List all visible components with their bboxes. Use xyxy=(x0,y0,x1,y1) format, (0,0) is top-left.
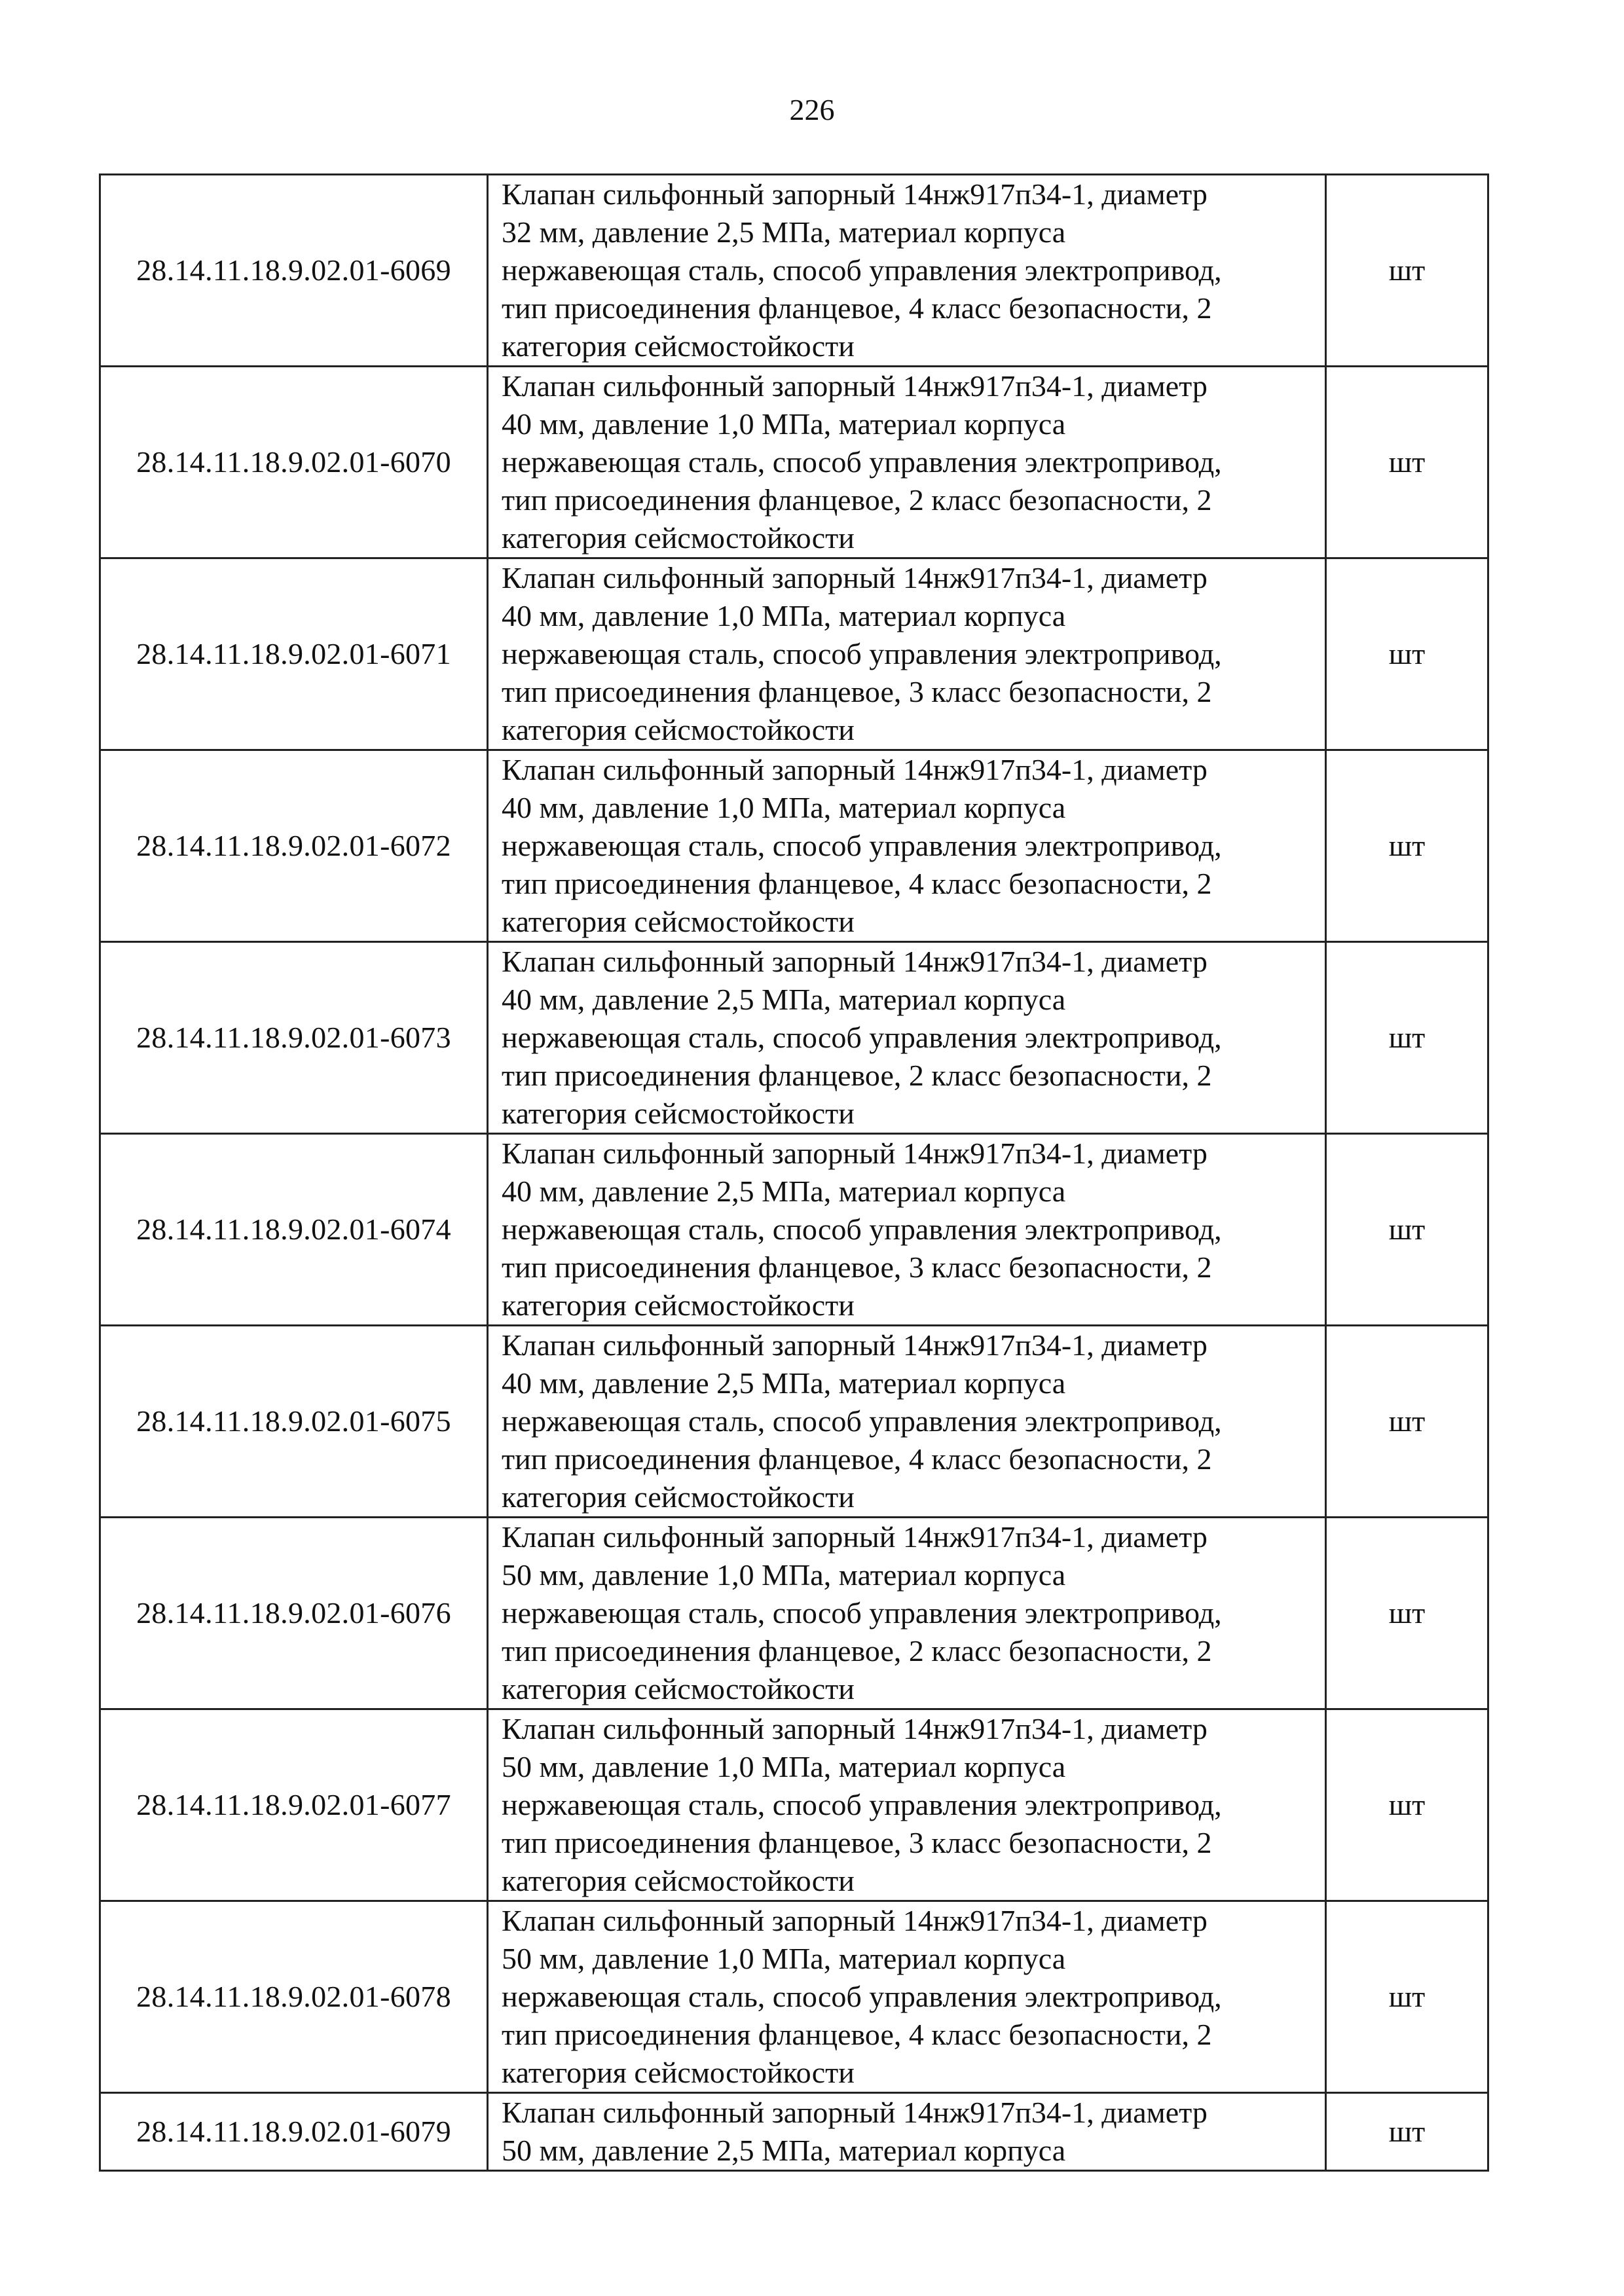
table-row xyxy=(100,1901,1488,2093)
description-line: нержавеющая сталь, способ управления электропривод, xyxy=(502,637,1222,670)
description-line: Клапан сильфонный запорный 14нж917п34-1, диаметр xyxy=(502,1520,1208,1554)
description-line: категория сейсмостойкости xyxy=(502,1097,855,1130)
description-line: 40 мм, давление 2,5 МПа, материал корпуса xyxy=(502,1175,1066,1208)
resource-code-cell: 28.14.11.18.9.02.01-6076 xyxy=(100,1518,488,1709)
table-row xyxy=(100,1326,1488,1518)
description-line: 50 мм, давление 2,5 МПа, материал корпуса xyxy=(502,2134,1066,2167)
description-line: 50 мм, давление 1,0 МПа, материал корпуса xyxy=(502,1942,1066,1975)
unit-cell: шт xyxy=(1326,367,1488,558)
description-cell xyxy=(488,175,1326,367)
description-line: 40 мм, давление 1,0 МПа, материал корпуса xyxy=(502,599,1066,632)
resource-code-cell: 28.14.11.18.9.02.01-6072 xyxy=(100,750,488,942)
resource-code-cell: 28.14.11.18.9.02.01-6069 xyxy=(100,175,488,367)
description-line: Клапан сильфонный запорный 14нж917п34-1, диаметр xyxy=(502,177,1208,211)
description-cell xyxy=(488,942,1326,1134)
unit-cell: шт xyxy=(1326,2093,1488,2171)
description-line: категория сейсмостойкости xyxy=(502,1864,855,1897)
description-line: Клапан сильфонный запорный 14нж917п34-1, диаметр xyxy=(502,1328,1208,1362)
resource-code-cell: 28.14.11.18.9.02.01-6078 xyxy=(100,1901,488,2093)
description-line: 40 мм, давление 1,0 МПа, материал корпуса xyxy=(502,407,1066,441)
table-row xyxy=(100,1134,1488,1326)
description-line: тип присоединения фланцевое, 3 класс безопасности, 2 xyxy=(502,1826,1212,1859)
unit-cell: шт xyxy=(1326,558,1488,750)
description-line: нержавеющая сталь, способ управления электропривод, xyxy=(502,1021,1222,1054)
unit-cell: шт xyxy=(1326,1709,1488,1901)
description-line: Клапан сильфонный запорный 14нж917п34-1, диаметр xyxy=(502,2096,1208,2129)
description-line: категория сейсмостойкости xyxy=(502,1480,855,1514)
resource-code-cell: 28.14.11.18.9.02.01-6074 xyxy=(100,1134,488,1326)
description-line: категория сейсмостойкости xyxy=(502,521,855,555)
description-line: тип присоединения фланцевое, 4 класс безопасности, 2 xyxy=(502,867,1212,900)
description-line: категория сейсмостойкости xyxy=(502,713,855,746)
description-line: тип присоединения фланцевое, 2 класс безопасности, 2 xyxy=(502,1634,1212,1667)
table-row xyxy=(100,750,1488,942)
table-row xyxy=(100,2093,1488,2171)
unit-cell: шт xyxy=(1326,1901,1488,2093)
description-line: Клапан сильфонный запорный 14нж917п34-1, диаметр xyxy=(502,753,1208,786)
description-line: 32 мм, давление 2,5 МПа, материал корпуса xyxy=(502,215,1066,249)
description-line: нержавеющая сталь, способ управления электропривод, xyxy=(502,1788,1222,1821)
table-row xyxy=(100,942,1488,1134)
description-line: 40 мм, давление 2,5 МПа, материал корпуса xyxy=(502,1366,1066,1400)
description-line: Клапан сильфонный запорный 14нж917п34-1, диаметр xyxy=(502,945,1208,978)
description-cell xyxy=(488,1326,1326,1518)
description-cell xyxy=(488,1134,1326,1326)
description-line: тип присоединения фланцевое, 3 класс безопасности, 2 xyxy=(502,675,1212,708)
description-line: категория сейсмостойкости xyxy=(502,1288,855,1322)
description-line: нержавеющая сталь, способ управления электропривод, xyxy=(502,1404,1222,1438)
description-cell xyxy=(488,1709,1326,1901)
description-line: нержавеющая сталь, способ управления электропривод, xyxy=(502,1212,1222,1246)
table-row xyxy=(100,1518,1488,1709)
resource-code-cell: 28.14.11.18.9.02.01-6070 xyxy=(100,367,488,558)
description-line: Клапан сильфонный запорный 14нж917п34-1, диаметр xyxy=(502,369,1208,403)
description-cell xyxy=(488,2093,1326,2171)
description-cell xyxy=(488,1901,1326,2093)
description-line: Клапан сильфонный запорный 14нж917п34-1, диаметр xyxy=(502,1712,1208,1745)
unit-cell: шт xyxy=(1326,1134,1488,1326)
table-row xyxy=(100,367,1488,558)
description-line: 50 мм, давление 1,0 МПа, материал корпуса xyxy=(502,1750,1066,1783)
unit-cell: шт xyxy=(1326,1326,1488,1518)
description-line: категория сейсмостойкости xyxy=(502,905,855,938)
unit-cell: шт xyxy=(1326,175,1488,367)
description-cell xyxy=(488,750,1326,942)
resource-code-cell: 28.14.11.18.9.02.01-6077 xyxy=(100,1709,488,1901)
description-line: Клапан сильфонный запорный 14нж917п34-1, диаметр xyxy=(502,1904,1208,1937)
table-row xyxy=(100,1709,1488,1901)
unit-cell: шт xyxy=(1326,942,1488,1134)
description-cell xyxy=(488,1518,1326,1709)
resource-code-cell: 28.14.11.18.9.02.01-6079 xyxy=(100,2093,488,2171)
unit-cell: шт xyxy=(1326,750,1488,942)
description-line: Клапан сильфонный запорный 14нж917п34-1, диаметр xyxy=(502,1137,1208,1170)
description-line: 40 мм, давление 2,5 МПа, материал корпуса xyxy=(502,983,1066,1016)
resource-code-cell: 28.14.11.18.9.02.01-6073 xyxy=(100,942,488,1134)
description-line: нержавеющая сталь, способ управления электропривод, xyxy=(502,253,1222,287)
resource-code-cell: 28.14.11.18.9.02.01-6075 xyxy=(100,1326,488,1518)
table-row xyxy=(100,175,1488,367)
description-line: категория сейсмостойкости xyxy=(502,329,855,363)
description-line: категория сейсмостойкости xyxy=(502,2056,855,2089)
description-line: категория сейсмостойкости xyxy=(502,1672,855,1705)
description-line: тип присоединения фланцевое, 4 класс безопасности, 2 xyxy=(502,1442,1212,1476)
description-line: тип присоединения фланцевое, 2 класс безопасности, 2 xyxy=(502,1059,1212,1092)
table-row xyxy=(100,558,1488,750)
description-line: нержавеющая сталь, способ управления электропривод, xyxy=(502,829,1222,862)
resource-code-cell: 28.14.11.18.9.02.01-6071 xyxy=(100,558,488,750)
description-line: 40 мм, давление 1,0 МПа, материал корпуса xyxy=(502,791,1066,824)
description-line: нержавеющая сталь, способ управления электропривод, xyxy=(502,1596,1222,1630)
page-number: 226 xyxy=(789,93,835,126)
description-line: тип присоединения фланцевое, 4 класс безопасности, 2 xyxy=(502,291,1212,325)
description-line: тип присоединения фланцевое, 2 класс безопасности, 2 xyxy=(502,483,1212,517)
description-line: нержавеющая сталь, способ управления электропривод, xyxy=(502,445,1222,479)
price-table xyxy=(99,173,1489,2172)
description-cell xyxy=(488,558,1326,750)
description-cell xyxy=(488,367,1326,558)
description-line: тип присоединения фланцевое, 3 класс безопасности, 2 xyxy=(502,1250,1212,1284)
unit-cell: шт xyxy=(1326,1518,1488,1709)
description-line: 50 мм, давление 1,0 МПа, материал корпуса xyxy=(502,1558,1066,1592)
description-line: тип присоединения фланцевое, 4 класс безопасности, 2 xyxy=(502,2018,1212,2051)
description-line: нержавеющая сталь, способ управления электропривод, xyxy=(502,1980,1222,2013)
description-line: Клапан сильфонный запорный 14нж917п34-1, диаметр xyxy=(502,561,1208,594)
